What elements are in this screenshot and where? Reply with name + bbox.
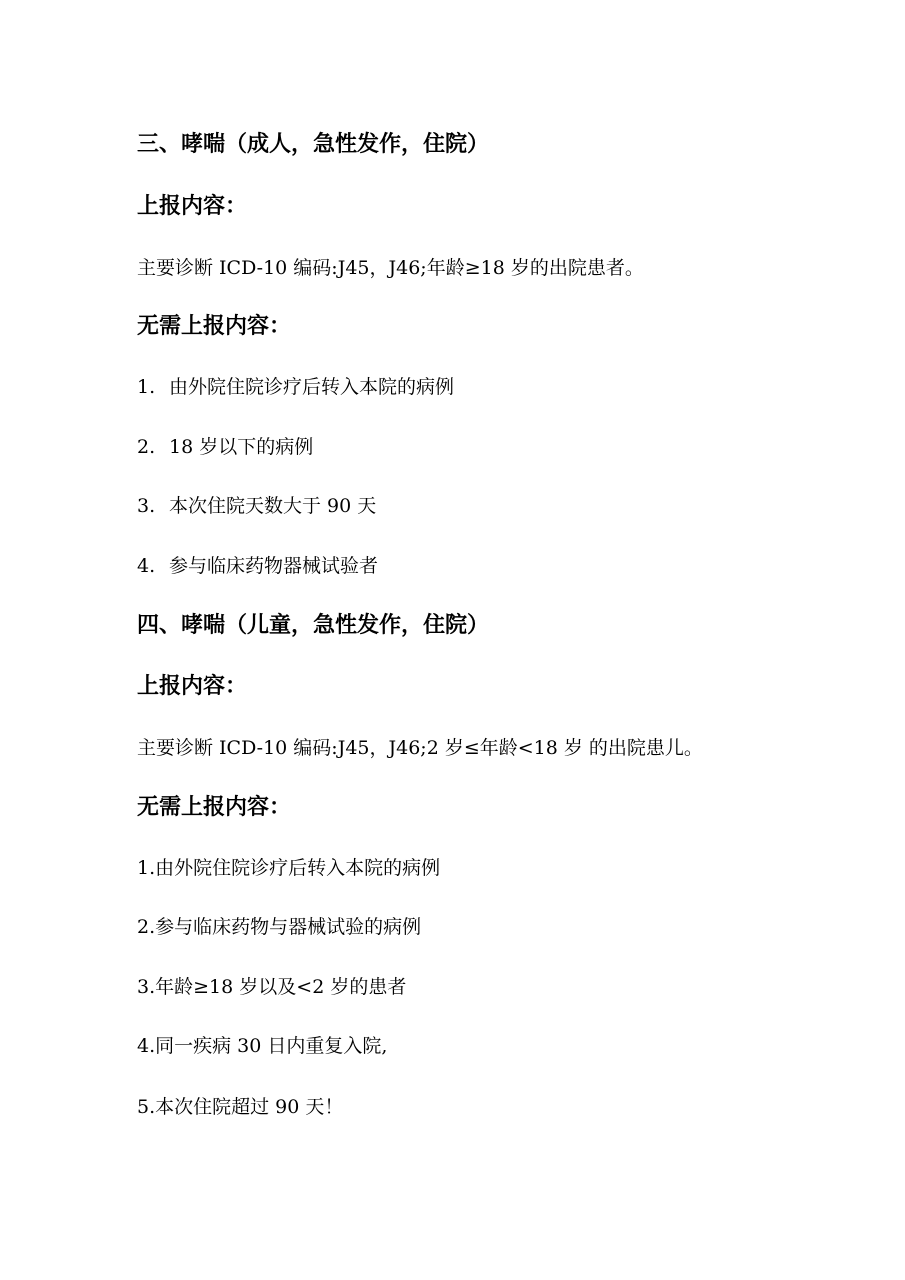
list-item-text: 由外院住院诊疗后转入本院的病例 <box>155 857 441 879</box>
section-4-title: 四、哮喘（儿童，急性发作，住院） <box>137 613 490 638</box>
section-4-report-text: 主要诊断 ICD-10 编码:J45，J46;2 岁≤年龄<18 岁 的出院患儿。 <box>137 737 703 759</box>
list-item-text: 参与临床药物与器械试验的病例 <box>155 916 422 938</box>
section-4-exclusion-item <box>137 854 440 882</box>
section-3-report-text: 主要诊断 ICD-10 编码:J45，J46;年龄≥18 岁的出院患者。 <box>137 257 644 279</box>
list-number: 2. <box>137 916 156 938</box>
section-4-report-heading: 上报内容： <box>137 674 248 699</box>
list-item-text: 年龄≥18 岁以及<2 岁的患者 <box>155 976 407 998</box>
list-item-text: 18 岁以下的病例 <box>169 436 314 458</box>
list-number: 4. <box>137 1035 156 1057</box>
section-3-title: 三、哮喘（成人，急性发作，住院） <box>137 132 490 157</box>
list-item-text: 本次住院超过 90 天！ <box>155 1096 344 1118</box>
list-item-text: 本次住院天数大于 90 天 <box>169 495 377 517</box>
section-3-exclusion-item <box>137 433 313 461</box>
list-number: 3. <box>137 976 156 998</box>
list-number: 1. <box>137 857 156 879</box>
section-4-exclusion-item <box>137 913 421 941</box>
section-3-exclude-heading: 无需上报内容： <box>137 314 292 339</box>
section-4-exclusion-item <box>137 973 406 1001</box>
section-3-exclusion-item <box>137 552 378 580</box>
list-number: 5. <box>137 1096 156 1118</box>
section-4-exclusion-item <box>137 1093 343 1121</box>
section-3-exclusion-item <box>137 373 454 401</box>
section-3-exclusion-item <box>137 492 376 520</box>
list-item-text: 同一疾病 30 日内重复入院, <box>155 1035 388 1057</box>
list-number: 3. <box>137 495 156 517</box>
list-item-text: 参与临床药物器械试验者 <box>169 555 379 577</box>
section-4-exclude-heading: 无需上报内容： <box>137 795 292 820</box>
list-number: 2. <box>137 436 156 458</box>
list-number: 4. <box>137 555 156 577</box>
list-item-text: 由外院住院诊疗后转入本院的病例 <box>169 376 455 398</box>
list-number: 1. <box>137 376 156 398</box>
section-3-report-heading: 上报内容： <box>137 194 248 219</box>
section-4-exclusion-item <box>137 1032 387 1060</box>
